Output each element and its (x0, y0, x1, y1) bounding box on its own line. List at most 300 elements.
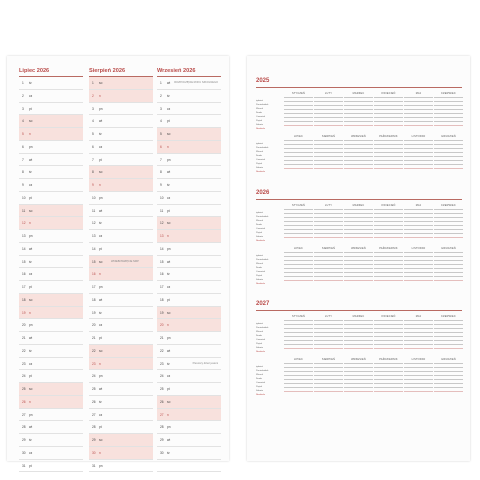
day-number: 21 (160, 336, 164, 340)
day-number: 30 (22, 450, 26, 455)
mini-month (344, 315, 373, 350)
mini-month-name: LIPIEC (293, 358, 304, 361)
day-row[interactable] (157, 370, 221, 383)
mini-month-name: WRZESIEŃ (351, 358, 366, 361)
day-row[interactable] (19, 370, 83, 383)
day-name: śr (167, 450, 170, 455)
day-number: 10 (22, 195, 26, 200)
weekday-label: Piątek (256, 163, 263, 165)
day-row[interactable] (19, 268, 83, 281)
day-row[interactable] (157, 205, 221, 218)
day-row[interactable] (157, 358, 221, 371)
day-name: cz (29, 183, 33, 187)
day-number: 29 (22, 438, 26, 442)
mini-month-days (314, 361, 343, 393)
mini-month (404, 358, 433, 393)
day-name: pn (99, 285, 103, 289)
day-row[interactable] (89, 294, 153, 307)
day-row[interactable] (157, 268, 221, 281)
day-name: wt (167, 81, 171, 85)
day-number: 5 (92, 132, 94, 136)
day-name: n (99, 93, 101, 98)
day-row[interactable] (89, 90, 153, 103)
day-name: śr (29, 259, 32, 264)
day-row[interactable] (89, 268, 153, 281)
weekday-label: Piątek (256, 232, 263, 234)
weekday-label: Poniedziałek (256, 147, 269, 149)
day-row[interactable] (19, 396, 83, 409)
weekday-label: Czwartek (256, 271, 266, 273)
day-row[interactable] (19, 154, 83, 167)
mini-month-name: KWIECIEŃ (381, 92, 396, 95)
weekday-label: Piątek (256, 275, 263, 277)
weekday-label: Sobota (256, 390, 263, 392)
mini-month (374, 135, 403, 170)
day-row[interactable] (157, 77, 221, 90)
day-name: n (167, 323, 169, 328)
weekday-label: tydzień (256, 143, 263, 145)
day-number: 24 (22, 374, 26, 379)
mini-month (434, 204, 463, 239)
day-number: 3 (92, 106, 94, 111)
day-row[interactable] (89, 358, 153, 371)
day-number: 13 (22, 234, 26, 238)
day-row[interactable] (157, 345, 221, 358)
day-number: 8 (92, 170, 94, 175)
day-number: 15 (160, 259, 164, 264)
day-name: n (99, 361, 101, 366)
day-row[interactable] (157, 243, 221, 256)
weekday-label: tydzień (256, 212, 263, 214)
day-row[interactable] (89, 217, 153, 230)
weekday-labels (256, 322, 284, 354)
day-name: pt (167, 387, 170, 391)
day-name: śr (99, 310, 102, 315)
day-line (374, 389, 403, 393)
day-row[interactable] (89, 396, 153, 409)
weekday-label: Poniedziałek (256, 259, 269, 261)
mini-month (404, 135, 433, 170)
mini-month-days (284, 138, 313, 170)
weekday-label: Sobota (256, 347, 263, 349)
day-number: 13 (92, 234, 96, 238)
day-row[interactable] (89, 434, 153, 447)
day-row[interactable] (157, 256, 221, 269)
day-number: 10 (160, 195, 164, 200)
day-row[interactable] (19, 332, 83, 345)
day-line (314, 123, 343, 127)
day-number: 26 (22, 399, 26, 404)
day-row[interactable] (89, 256, 153, 269)
day-number: 27 (160, 412, 164, 417)
weekday-label: Środa (256, 155, 262, 157)
mini-month-name: GRUDZIEŃ (441, 247, 456, 250)
day-name: cz (167, 195, 171, 200)
day-row[interactable] (19, 230, 83, 243)
day-line (404, 346, 433, 350)
weekday-label: Niedziela (256, 351, 265, 353)
day-row[interactable] (89, 421, 153, 434)
day-row[interactable] (157, 409, 221, 422)
day-row[interactable] (19, 192, 83, 205)
day-row[interactable] (19, 294, 83, 307)
day-name: so (167, 310, 171, 315)
mini-month-name: WRZESIEŃ (351, 135, 366, 138)
day-number: 22 (92, 348, 96, 353)
day-row[interactable] (157, 166, 221, 179)
day-line (434, 389, 463, 393)
day-row[interactable] (19, 421, 83, 434)
day-number: 13 (160, 234, 164, 238)
day-row[interactable] (19, 166, 83, 179)
day-row[interactable] (157, 281, 221, 294)
day-row[interactable] (19, 383, 83, 396)
day-number: 7 (160, 157, 162, 162)
day-row[interactable] (157, 179, 221, 192)
weekday-label: Czwartek (256, 339, 266, 341)
weekday-label: Środa (256, 267, 262, 269)
day-number: 16 (160, 272, 164, 277)
day-number: 29 (160, 438, 164, 442)
mini-month (434, 92, 463, 127)
mini-month-days (374, 95, 403, 127)
day-row[interactable] (19, 281, 83, 294)
day-name: śr (29, 170, 32, 175)
day-number: 31 (92, 463, 96, 468)
mini-month-days (434, 318, 463, 350)
day-row[interactable] (157, 217, 221, 230)
mini-month-name: SIERPIEŃ (321, 247, 336, 250)
day-name: cz (167, 285, 171, 289)
day-row[interactable] (19, 141, 83, 154)
weekday-label: Wtorek (256, 263, 263, 265)
mini-month (284, 92, 313, 127)
mini-month-name: LUTY (324, 204, 333, 207)
mini-month-days (374, 207, 403, 239)
day-row[interactable] (19, 103, 83, 116)
mini-month-name: LIPIEC (293, 247, 304, 250)
mini-month-name: GRUDZIEŃ (441, 358, 456, 361)
day-row[interactable] (19, 217, 83, 230)
day-number: 14 (92, 246, 96, 251)
day-number: 23 (160, 361, 164, 366)
day-name: pt (99, 336, 102, 340)
mini-month (374, 204, 403, 239)
day-number: 20 (22, 323, 26, 328)
day-row[interactable] (89, 154, 153, 167)
day-row[interactable] (157, 141, 221, 154)
day-row[interactable] (19, 460, 83, 473)
day-row[interactable] (157, 154, 221, 167)
mini-month-days (404, 138, 433, 170)
day-name: pn (29, 234, 33, 238)
month-column (157, 66, 221, 472)
day-row[interactable] (89, 179, 153, 192)
day-row[interactable] (157, 90, 221, 103)
day-row[interactable] (157, 447, 221, 460)
day-name: śr (29, 348, 32, 353)
day-row[interactable] (19, 205, 83, 218)
mini-month-days (344, 207, 373, 239)
day-row[interactable] (157, 294, 221, 307)
weekday-label: Czwartek (256, 159, 266, 161)
day-name: n (167, 144, 169, 149)
day-number: 28 (22, 425, 26, 430)
day-row[interactable] (157, 192, 221, 205)
mini-month-days (314, 250, 343, 282)
day-number: 15 (22, 259, 26, 264)
day-name: cz (29, 361, 33, 366)
day-number: 23 (22, 361, 26, 366)
mini-month-days (314, 138, 343, 170)
day-name: so (167, 399, 171, 404)
mini-month (434, 315, 463, 350)
day-row[interactable] (89, 307, 153, 320)
mini-month-days (284, 318, 313, 350)
day-name: so (99, 81, 103, 85)
day-name: śr (167, 93, 170, 98)
mini-month (314, 204, 343, 239)
day-name: śr (167, 183, 170, 187)
mini-month-name: CZERWIEC (441, 204, 456, 207)
year-rule (256, 199, 462, 200)
day-row[interactable] (19, 128, 83, 141)
day-name: wt (99, 119, 103, 124)
day-number: 19 (92, 310, 96, 315)
day-number: 2 (22, 93, 24, 98)
day-number: 6 (160, 144, 162, 149)
mini-month (344, 247, 373, 282)
mini-month-days (284, 95, 313, 127)
mini-month-days (374, 138, 403, 170)
day-row[interactable] (89, 281, 153, 294)
mini-month-days (344, 318, 373, 350)
day-row[interactable] (19, 90, 83, 103)
mini-month-name: LUTY (324, 92, 333, 95)
day-row[interactable] (157, 230, 221, 243)
year-title: 2025 (256, 78, 270, 84)
day-name: pn (99, 374, 103, 379)
mini-month-days (314, 95, 343, 127)
day-name: so (29, 208, 33, 213)
day-row[interactable] (89, 128, 153, 141)
day-name: cz (29, 450, 33, 455)
day-line (284, 235, 313, 239)
day-row[interactable] (89, 332, 153, 345)
day-name: cz (167, 106, 171, 111)
weekday-label: Sobota (256, 167, 263, 169)
day-number: 28 (92, 425, 96, 430)
day-number: 4 (22, 119, 24, 124)
day-row[interactable] (157, 396, 221, 409)
mini-month-name: WRZESIEŃ (351, 247, 366, 250)
day-number: 25 (92, 387, 96, 391)
day-number: 14 (160, 246, 164, 251)
weekday-labels (256, 211, 284, 243)
day-row[interactable] (89, 345, 153, 358)
day-row[interactable] (19, 358, 83, 371)
day-name: pt (167, 297, 170, 302)
mini-month-name: MARZEC (352, 92, 365, 95)
mini-month (404, 92, 433, 127)
day-row[interactable] (89, 243, 153, 256)
day-row[interactable] (157, 128, 221, 141)
mini-month-name: PAŹDZIERNIK (379, 135, 398, 138)
day-line (284, 346, 313, 350)
day-name: śr (29, 81, 32, 85)
day-row[interactable] (89, 230, 153, 243)
weekday-label: Niedziela (256, 240, 265, 242)
day-row[interactable] (89, 205, 153, 218)
day-row[interactable] (19, 409, 83, 422)
day-number: 30 (160, 450, 164, 455)
weekday-label: Poniedziałek (256, 370, 269, 372)
day-row[interactable] (89, 460, 153, 473)
weekday-label: Wtorek (256, 220, 263, 222)
day-name: pn (167, 336, 171, 340)
day-row[interactable] (19, 345, 83, 358)
day-line (314, 166, 343, 170)
day-number: 8 (22, 170, 24, 175)
day-name: cz (99, 412, 103, 417)
day-row[interactable] (19, 77, 83, 90)
day-number: 26 (92, 399, 96, 404)
day-number: 17 (160, 285, 164, 289)
day-row[interactable] (157, 332, 221, 345)
mini-month-days (374, 250, 403, 282)
weekday-labels (256, 254, 284, 286)
year-title: 2027 (256, 301, 270, 307)
day-row[interactable] (89, 447, 153, 460)
day-row[interactable] (157, 115, 221, 128)
weekday-label: Niedziela (256, 171, 265, 173)
day-row[interactable] (89, 141, 153, 154)
mini-month-name: MARZEC (352, 315, 365, 318)
day-name: pt (29, 106, 32, 111)
mini-month-days (284, 361, 313, 393)
mini-month (434, 358, 463, 393)
day-name: cz (99, 144, 103, 149)
day-name: wt (99, 208, 103, 213)
day-line (344, 235, 373, 239)
day-row[interactable] (89, 77, 153, 90)
mini-month (344, 358, 373, 393)
day-row[interactable] (89, 192, 153, 205)
day-number: 27 (22, 412, 26, 417)
mini-month-name: LISTOPAD (411, 135, 426, 138)
day-number: 23 (92, 361, 96, 366)
year-block (256, 78, 462, 178)
day-number: 11 (22, 208, 26, 213)
weekday-label: Piątek (256, 343, 263, 345)
day-row[interactable] (157, 103, 221, 116)
day-number: 20 (160, 323, 164, 328)
year-rule (256, 310, 462, 311)
day-number: 28 (160, 425, 164, 430)
day-line (434, 123, 463, 127)
day-number: 16 (22, 272, 26, 277)
day-row[interactable] (19, 115, 83, 128)
day-row[interactable] (157, 319, 221, 332)
mini-month-name: GRUDZIEŃ (441, 135, 456, 138)
day-name: śr (167, 361, 170, 366)
day-line (344, 346, 373, 350)
day-list (157, 76, 221, 472)
month-column (89, 66, 153, 472)
mini-month-days (314, 318, 343, 350)
day-name: n (29, 310, 31, 315)
mini-month-name: PAŹDZIERNIK (379, 247, 398, 250)
mini-month-name: SIERPIEŃ (321, 135, 336, 138)
day-row[interactable] (89, 166, 153, 179)
day-name: so (29, 297, 33, 302)
day-line (314, 346, 343, 350)
mini-month-days (284, 250, 313, 282)
month-title: Sierpień 2026 (89, 68, 126, 74)
day-row[interactable] (19, 307, 83, 320)
day-name: so (167, 221, 171, 226)
day-row[interactable] (89, 383, 153, 396)
day-row[interactable] (89, 409, 153, 422)
day-row[interactable] (89, 115, 153, 128)
day-row[interactable] (19, 179, 83, 192)
day-row[interactable] (19, 447, 83, 460)
day-number: 8 (160, 170, 162, 175)
day-number: 14 (22, 246, 26, 251)
day-number: 1 (22, 81, 24, 85)
mini-month-name: LISTOPAD (411, 247, 426, 250)
day-line (284, 278, 313, 282)
day-row[interactable] (89, 319, 153, 332)
day-row[interactable] (89, 370, 153, 383)
day-row[interactable] (157, 421, 221, 434)
mini-month (404, 247, 433, 282)
mini-month (344, 135, 373, 170)
day-name: pn (167, 246, 171, 251)
day-number: 25 (22, 387, 26, 391)
weekday-label: Środa (256, 378, 262, 380)
mini-month-days (404, 318, 433, 350)
day-row[interactable] (19, 256, 83, 269)
weekday-label: Środa (256, 335, 262, 337)
day-row[interactable] (157, 383, 221, 396)
day-number: 22 (160, 348, 164, 353)
day-name: pt (167, 208, 170, 213)
day-name: so (29, 119, 33, 124)
day-row[interactable] (157, 307, 221, 320)
mini-month (374, 315, 403, 350)
day-row[interactable] (19, 319, 83, 332)
day-row[interactable] (19, 434, 83, 447)
day-line (284, 123, 313, 127)
day-name: so (99, 348, 103, 353)
weekday-labels (256, 365, 284, 397)
day-number: 4 (92, 119, 94, 124)
mini-month (284, 315, 313, 350)
day-number: 9 (92, 183, 94, 187)
day-line (374, 166, 403, 170)
day-row[interactable] (157, 434, 221, 447)
weekday-label: Czwartek (256, 382, 266, 384)
day-number: 9 (160, 183, 162, 187)
day-row[interactable] (89, 103, 153, 116)
day-name: wt (167, 438, 171, 442)
day-row[interactable] (19, 243, 83, 256)
day-name: so (167, 132, 171, 136)
day-name: wt (167, 259, 171, 264)
mini-month-days (434, 250, 463, 282)
day-name: so (99, 438, 103, 442)
